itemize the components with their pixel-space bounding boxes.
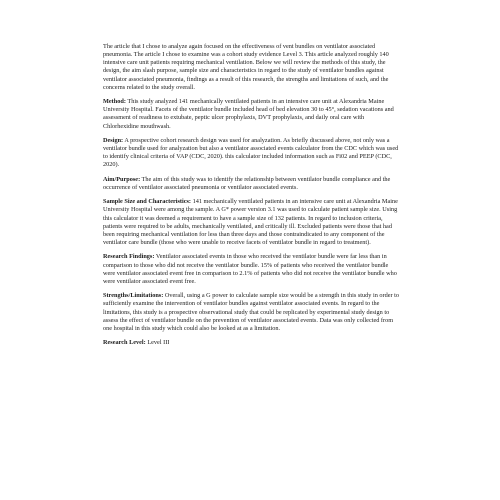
sample-paragraph xyxy=(103,198,400,247)
method-text: This study analyzed 141 mechanically ventilated patients in an intensive care unit at Alexandria Maine University Hospital. Facets of the ventilator bundle included head of bed elevation 30 to 45°, sedation vacations and assessment of readiness to extubate, peptic ulcer prophylaxis, DVT prophylaxis, and daily oral care with Chlorhexidine mouthwash. xyxy=(103,98,394,130)
sample-label: Sample Size and Characteristics: xyxy=(103,198,192,206)
aim-label: Aim/Purpose: xyxy=(103,175,141,183)
level-text: Level III xyxy=(145,339,170,347)
strengths-paragraph xyxy=(103,292,400,333)
level-label: Research Level: xyxy=(103,339,146,347)
design-paragraph xyxy=(103,137,400,170)
findings-label: Research Findings: xyxy=(103,253,155,261)
findings-text: Ventilator associated events in those who received the ventilator bundle were far less than in comparison to those who did not receive the ventilator bundle. 15% of patients who received the ventilator bundle were ventilator associated event free in comparison to 2.1% of patients who did not receive the ventilator bundle who were ventilator associated event free. xyxy=(103,253,397,285)
aim-text: The aim of this study was to identify the relationship between ventilator bundle compliance and the occurrence of ventilator associated pneumonia or ventilator associated events. xyxy=(103,175,391,191)
design-text: A prospective cohort research design was used for analyzation. As briefly discussed above, not only was a ventilator bundle used for analyzation but also a ventilator associated events calculator from the CDC which was used to identify clinical criteria of VAP (CDC, 2020). this calculator included information such as Fi02 and PEEP (CDC, 2020). xyxy=(103,136,399,169)
sample-text: 141 mechanically ventilated patients in an intensive care unit at Alexandria Maine University Hospital were among the sample. A G* power version 3.1 was used to calculate patient sample size. Using this calculator it was deemed a requirement to have a sample size of 132 patients. In regard to inclusion criteria, patients were required to be adults, mechanically ventilated, and critically ill. Excluded patients were those that had been requiring mechanical ventilation for less than three days and those contraindicated to any component of the ventilator care bundle (those who were unable to receive facets of ventilator bundle in regard to treatment). xyxy=(103,198,398,247)
aim-paragraph xyxy=(103,176,400,192)
design-label: Design: xyxy=(103,136,124,144)
method-paragraph xyxy=(103,98,400,131)
findings-paragraph xyxy=(103,253,400,286)
strengths-label: Strengths/Limitations: xyxy=(103,292,164,300)
intro-paragraph: The article that I chose to analyze again focused on the effectiveness of vent bundles on ventilator associated pneumonia. The article I chose to examine was a cohort study evidence Level 3. This article analyzed roughly 140 intensive care unit patients requiring mechanical ventilation. Below we will review the methods of this study, the design, the aim slash purpose, sample size and characteristics in regard to the study of ventilator bundles against ventilator associated pneumonia, findings as a result of this research, the strengths and limitations of such, and the concerns related to the study overall. xyxy=(103,43,389,91)
method-label: Method: xyxy=(103,98,126,106)
document-body xyxy=(103,43,400,354)
strengths-text: Overall, using a G power to calculate sample size would be a strength in this study in order to sufficiently examine the intervention of ventilator bundles against ventilator associated events. In regard to the limitations, this study is a prospective observational study that could be replicated by experimental study design to assess the effect of ventilator bundle on the prevention of ventilator associated events. Data was only collected from one hospital in this study which could also be looked at as a limitation. xyxy=(103,292,400,332)
level-paragraph xyxy=(103,339,400,347)
